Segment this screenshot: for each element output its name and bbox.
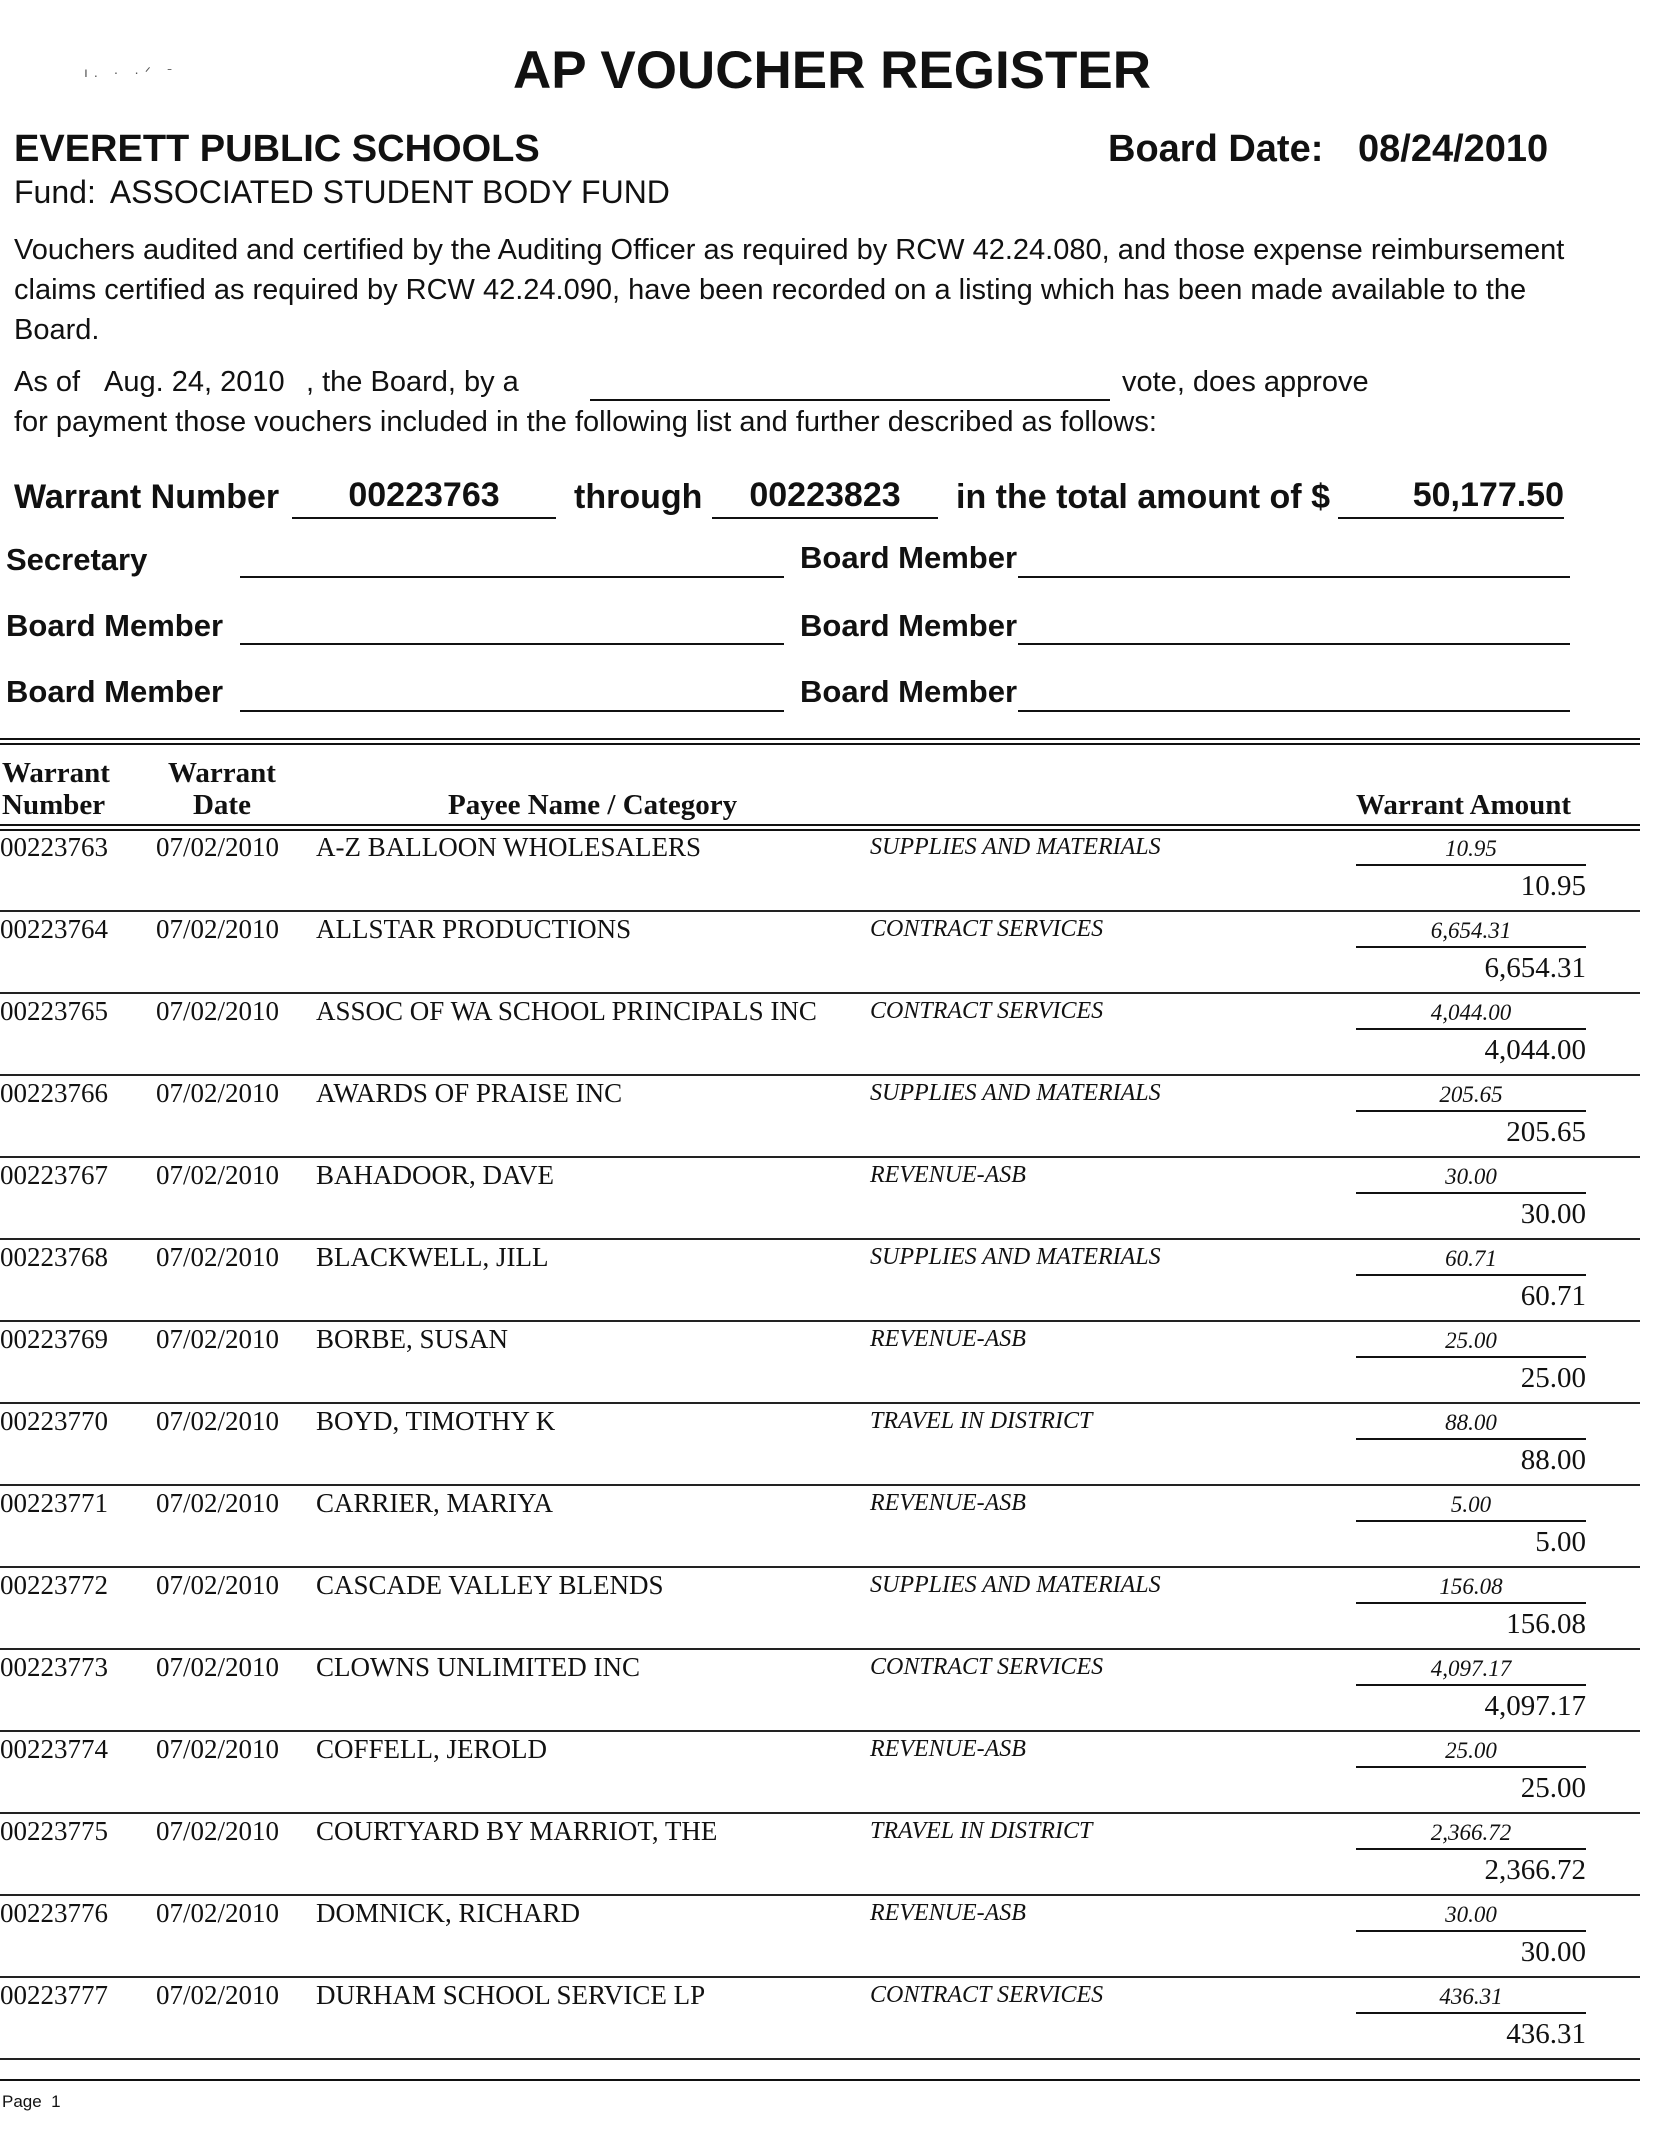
payee-name: AWARDS OF PRAISE INC <box>316 1078 623 1108</box>
page-title: AP VOUCHER REGISTER <box>512 41 1152 100</box>
total-amount-label: in the total amount of $ <box>956 478 1330 516</box>
warrant-amount: 436.31 <box>1506 2018 1586 2050</box>
warrant-amount: 88.00 <box>1520 1444 1586 1476</box>
expense-category: TRAVEL IN DISTRICT <box>870 1408 1093 1434</box>
warrant-amount: 2,366.72 <box>1484 1854 1586 1886</box>
warrant-number: 00223764 <box>0 914 108 944</box>
warrant-number: 00223776 <box>0 1898 108 1928</box>
row-divider <box>0 1238 1640 1240</box>
expense-category: SUPPLIES AND MATERIALS <box>870 1572 1161 1598</box>
table-row <box>0 1078 1640 1160</box>
board-member-signature-line <box>1018 710 1570 712</box>
header-rule <box>0 738 1640 740</box>
row-divider <box>0 992 1640 994</box>
warrant-date: 07/02/2010 <box>156 1898 280 1928</box>
board-member-signature-line <box>240 710 784 712</box>
warrant-number: 00223769 <box>0 1324 108 1354</box>
row-divider <box>0 2058 1640 2060</box>
payee-name: A-Z BALLOON WHOLESALERS <box>316 832 701 862</box>
header-bottom-rule <box>0 824 1640 826</box>
payee-name: CLOWNS UNLIMITED INC <box>316 1652 640 1682</box>
board-member-label: Board Member <box>800 608 1018 643</box>
category-amount: 6,654.31 <box>1356 918 1586 948</box>
warrant-date: 07/02/2010 <box>156 1406 280 1436</box>
expense-category: TRAVEL IN DISTRICT <box>870 1818 1093 1844</box>
category-amount: 205.65 <box>1356 1082 1586 1112</box>
expense-category: REVENUE-ASB <box>870 1736 1026 1762</box>
warrant-amount: 4,097.17 <box>1484 1690 1586 1722</box>
row-divider <box>0 910 1640 912</box>
col-header-line: Warrant <box>2 757 110 789</box>
header-bottom-rule <box>0 829 1640 831</box>
warrant-from: 00223763 <box>292 476 556 519</box>
warrant-amount: 4,044.00 <box>1484 1034 1586 1066</box>
category-amount: 2,366.72 <box>1356 1820 1586 1850</box>
row-divider <box>0 1812 1640 1814</box>
warrant-date: 07/02/2010 <box>156 1652 280 1682</box>
warrant-number-label: Warrant Number <box>14 478 280 516</box>
expense-category: REVENUE-ASB <box>870 1162 1026 1188</box>
table-row <box>0 1734 1640 1816</box>
board-date-label: Board Date: <box>1108 128 1324 170</box>
warrant-date: 07/02/2010 <box>156 1570 280 1600</box>
board-member-label: Board Member <box>6 608 224 643</box>
payee-name: COURTYARD BY MARRIOT, THE <box>316 1816 718 1846</box>
row-divider <box>0 1484 1640 1486</box>
category-amount: 4,044.00 <box>1356 1000 1586 1030</box>
payee-name: BLACKWELL, JILL <box>316 1242 549 1272</box>
category-amount: 4,097.17 <box>1356 1656 1586 1686</box>
row-divider <box>0 1730 1640 1732</box>
row-divider <box>0 1566 1640 1568</box>
warrant-number: 00223763 <box>0 832 108 862</box>
expense-category: CONTRACT SERVICES <box>870 1654 1104 1680</box>
fund-label: Fund: <box>14 174 96 210</box>
board-member-label: Board Member <box>800 674 1018 709</box>
warrant-amount: 10.95 <box>1520 870 1586 902</box>
category-amount: 436.31 <box>1356 1984 1586 2014</box>
warrant-date: 07/02/2010 <box>156 1324 280 1354</box>
warrant-amount: 25.00 <box>1520 1362 1586 1394</box>
expense-category: CONTRACT SERVICES <box>870 998 1104 1024</box>
col-header-amount: Warrant Amount <box>1356 789 1572 821</box>
as-of-label: As of <box>14 366 81 398</box>
board-date-value: 08/24/2010 <box>1358 128 1549 170</box>
warrant-number: 00223771 <box>0 1488 108 1518</box>
row-divider <box>0 1074 1640 1076</box>
payee-name: ASSOC OF WA SCHOOL PRINCIPALS INC <box>316 996 817 1026</box>
payment-description-text: for payment those vouchers included in the following list and further described as follows: <box>14 406 1157 438</box>
warrant-number: 00223766 <box>0 1078 108 1108</box>
warrant-to: 00223823 <box>712 476 938 519</box>
board-member-signature-line <box>240 643 784 645</box>
category-amount: 156.08 <box>1356 1574 1586 1604</box>
total-amount: 50,177.50 <box>1338 476 1564 519</box>
expense-category: REVENUE-ASB <box>870 1490 1026 1516</box>
category-amount: 30.00 <box>1356 1164 1586 1194</box>
board-member-label: Board Member <box>800 540 1018 575</box>
vote-blank-line <box>590 399 1110 401</box>
page-number <box>2 2092 61 2112</box>
warrant-number: 00223767 <box>0 1160 108 1190</box>
category-amount: 10.95 <box>1356 836 1586 866</box>
board-member-signature-line <box>1018 576 1570 578</box>
payee-name: BAHADOOR, DAVE <box>316 1160 555 1190</box>
expense-category: REVENUE-ASB <box>870 1900 1026 1926</box>
warrant-number: 00223774 <box>0 1734 108 1764</box>
row-divider <box>0 1402 1640 1404</box>
warrant-amount: 25.00 <box>1520 1772 1586 1804</box>
warrant-date: 07/02/2010 <box>156 1160 280 1190</box>
payee-name: BORBE, SUSAN <box>316 1324 509 1354</box>
warrant-number: 00223773 <box>0 1652 108 1682</box>
table-row <box>0 1652 1640 1734</box>
col-header-warrant-date <box>168 757 276 821</box>
row-divider <box>0 1894 1640 1896</box>
warrant-date: 07/02/2010 <box>156 1734 280 1764</box>
expense-category: SUPPLIES AND MATERIALS <box>870 1244 1161 1270</box>
through-label: through <box>574 478 703 516</box>
table-row <box>0 1324 1640 1406</box>
row-divider <box>0 1156 1640 1158</box>
warrant-number: 00223775 <box>0 1816 108 1846</box>
payee-name: ALLSTAR PRODUCTIONS <box>316 914 632 944</box>
col-header-line: Date <box>192 789 251 821</box>
col-header-line: Number <box>2 789 106 821</box>
fund-name: ASSOCIATED STUDENT BODY FUND <box>109 174 670 210</box>
table-row <box>0 1898 1640 1980</box>
table-row <box>0 1570 1640 1652</box>
footer-rule <box>0 2079 1640 2081</box>
warrant-date: 07/02/2010 <box>156 996 280 1026</box>
expense-category: SUPPLIES AND MATERIALS <box>870 834 1161 860</box>
payee-name: DOMNICK, RICHARD <box>316 1898 581 1928</box>
warrant-number: 00223772 <box>0 1570 108 1600</box>
warrant-date: 07/02/2010 <box>156 1242 280 1272</box>
warrant-date: 07/02/2010 <box>156 1488 280 1518</box>
table-row <box>0 996 1640 1078</box>
category-amount: 60.71 <box>1356 1246 1586 1276</box>
table-row <box>0 832 1640 914</box>
certification-text: Vouchers audited and certified by the Auditing Officer as required by RCW 42.24.080, and those expense reimbursement claims certified as required by RCW 42.24.090, have been recorded on a listing which has been made available to the Board. <box>14 234 1565 346</box>
expense-category: CONTRACT SERVICES <box>870 1982 1104 2008</box>
category-amount: 30.00 <box>1356 1902 1586 1932</box>
payee-name: DURHAM SCHOOL SERVICE LP <box>316 1980 706 2010</box>
scan-specks: ı. · ·ᐟ ᐨ <box>84 64 179 80</box>
board-member-label: Board Member <box>6 674 224 709</box>
board-by-a-text: , the Board, by a <box>306 366 519 398</box>
warrant-date: 07/02/2010 <box>156 1980 280 2010</box>
table-row <box>0 1242 1640 1324</box>
table-row <box>0 1980 1640 2062</box>
row-divider <box>0 1976 1640 1978</box>
warrant-amount: 60.71 <box>1520 1280 1586 1312</box>
warrant-date: 07/02/2010 <box>156 832 280 862</box>
warrant-number: 00223765 <box>0 996 108 1026</box>
warrant-date: 07/02/2010 <box>156 914 280 944</box>
secretary-label: Secretary <box>6 542 148 577</box>
table-row <box>0 1816 1640 1898</box>
warrant-date: 07/02/2010 <box>156 1816 280 1846</box>
table-row <box>0 1160 1640 1242</box>
warrant-amount: 30.00 <box>1520 1198 1586 1230</box>
expense-category: REVENUE-ASB <box>870 1326 1026 1352</box>
warrant-number: 00223768 <box>0 1242 108 1272</box>
col-header-line: Warrant <box>168 757 276 789</box>
category-amount: 25.00 <box>1356 1328 1586 1358</box>
row-divider <box>0 1320 1640 1322</box>
payee-name: CASCADE VALLEY BLENDS <box>316 1570 664 1600</box>
warrant-date: 07/02/2010 <box>156 1078 280 1108</box>
board-member-signature-line <box>1018 643 1570 645</box>
col-header-payee: Payee Name / Category <box>448 789 738 821</box>
header-rule <box>0 743 1640 745</box>
secretary-signature-line <box>240 576 784 578</box>
table-row <box>0 1406 1640 1488</box>
expense-category: SUPPLIES AND MATERIALS <box>870 1080 1161 1106</box>
col-header-warrant-number <box>2 757 110 821</box>
warrant-number: 00223777 <box>0 1980 108 2010</box>
vote-approve-text: vote, does approve <box>1122 366 1369 398</box>
warrant-amount: 156.08 <box>1506 1608 1586 1640</box>
warrant-amount: 6,654.31 <box>1484 952 1586 984</box>
category-amount: 5.00 <box>1356 1492 1586 1522</box>
warrant-amount: 205.65 <box>1506 1116 1586 1148</box>
category-amount: 88.00 <box>1356 1410 1586 1440</box>
page-label: Page <box>2 2092 42 2111</box>
row-divider <box>0 1648 1640 1650</box>
warrant-number: 00223770 <box>0 1406 108 1436</box>
category-amount: 25.00 <box>1356 1738 1586 1768</box>
payee-name: COFFELL, JEROLD <box>316 1734 548 1764</box>
payee-name: BOYD, TIMOTHY K <box>316 1406 556 1436</box>
payee-name: CARRIER, MARIYA <box>316 1488 554 1518</box>
fund-line <box>14 174 670 211</box>
warrant-amount: 30.00 <box>1520 1936 1586 1968</box>
table-row <box>0 914 1640 996</box>
page-number-value: 1 <box>51 2092 61 2111</box>
organization-name: EVERETT PUBLIC SCHOOLS <box>14 128 540 170</box>
expense-category: CONTRACT SERVICES <box>870 916 1104 942</box>
warrant-amount: 5.00 <box>1535 1526 1586 1558</box>
as-of-date: Aug. 24, 2010 <box>104 366 285 398</box>
table-row <box>0 1488 1640 1570</box>
